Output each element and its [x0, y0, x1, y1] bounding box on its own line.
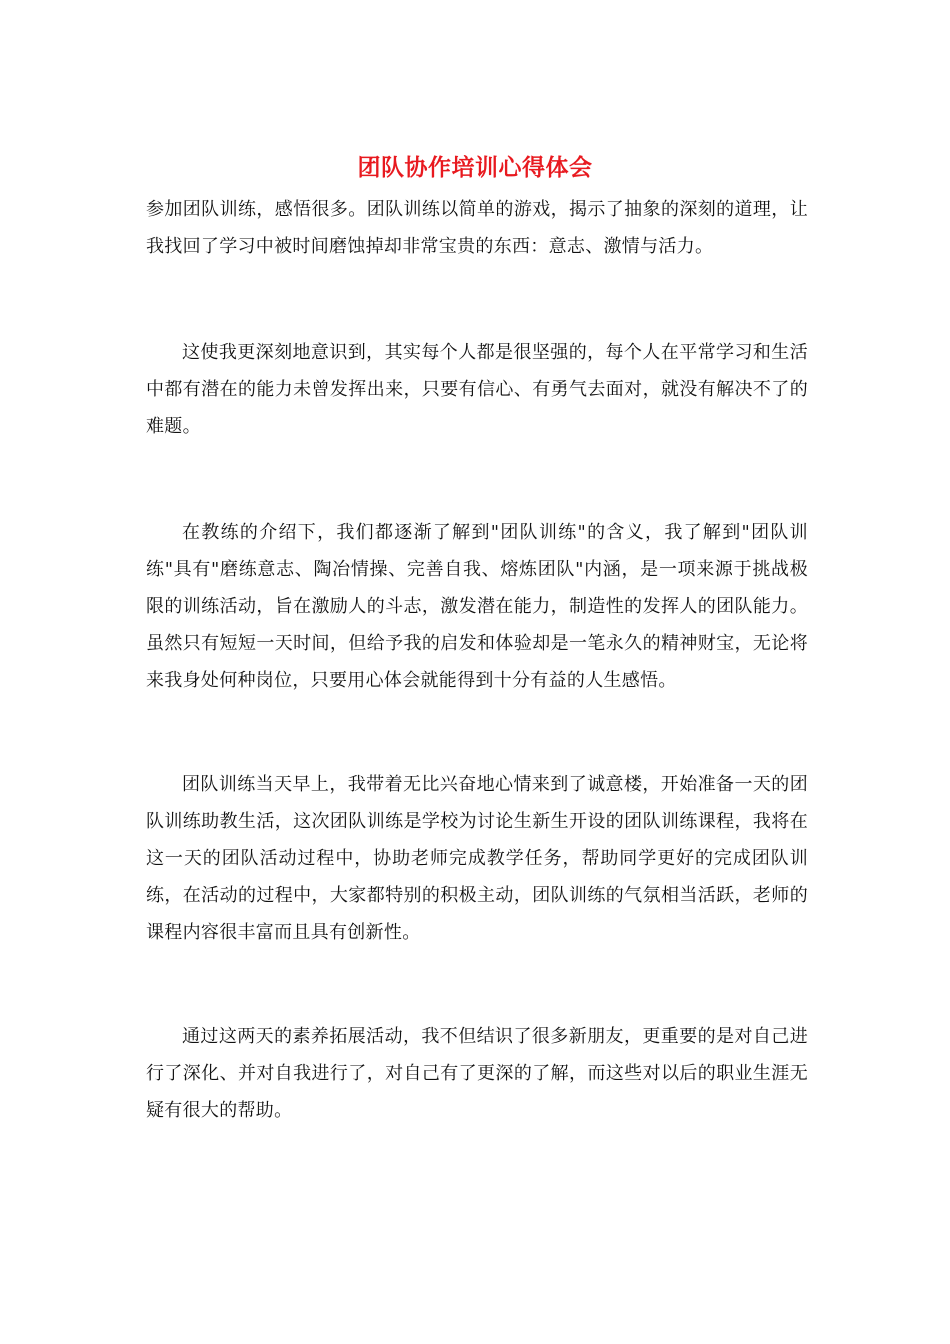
paragraph-1: 参加团队训练，感悟很多。团队训练以简单的游戏，揭示了抽象的深刻的道理，让我找回了学习中被时间磨蚀掉却非常宝贵的东西：意志、激情与活力。 [146, 199, 808, 257]
document-title: 团队协作培训心得体会 [357, 154, 593, 181]
paragraph-2: 这使我更深刻地意识到，其实每个人都是很坚强的，每个人在平常学习和生活中都有潜在的能力未曾发挥出来，只要有信心、有勇气去面对，就没有解决不了的难题。 [146, 342, 808, 437]
paragraph-3: 在教练的介绍下，我们都逐渐了解到"团队训练"的含义，我了解到"团队训练"具有"磨练意志、陶冶情操、完善自我、熔炼团队"内涵，是一项来源于挑战极限的训练活动，旨在激励人的斗志，激发潜在能力，制造性的发挥人的团队能力。虽然只有短短一天时间，但给予我的启发和体验却是一笔永久的精神财宝，无论将来我身处何种岗位，只要用心体会就能得到十分有益的人生感悟。 [146, 522, 808, 691]
paragraph-5: 通过这两天的素养拓展活动，我不但结识了很多新朋友，更重要的是对自己进行了深化、并对自我进行了，对自己有了更深的了解，而这些对以后的职业生涯无疑有很大的帮助。 [146, 1026, 808, 1121]
paragraph-4: 团队训练当天早上，我带着无比兴奋地心情来到了诚意楼，开始准备一天的团队训练助教生活，这次团队训练是学校为讨论生新生开设的团队训练课程，我将在这一天的团队活动过程中，协助老师完成教学任务，帮助同学更好的完成团队训练，在活动的过程中，大家都特别的积极主动，团队训练的气氛相当活跃，老师的课程内容很丰富而且具有创新性。 [146, 774, 808, 943]
